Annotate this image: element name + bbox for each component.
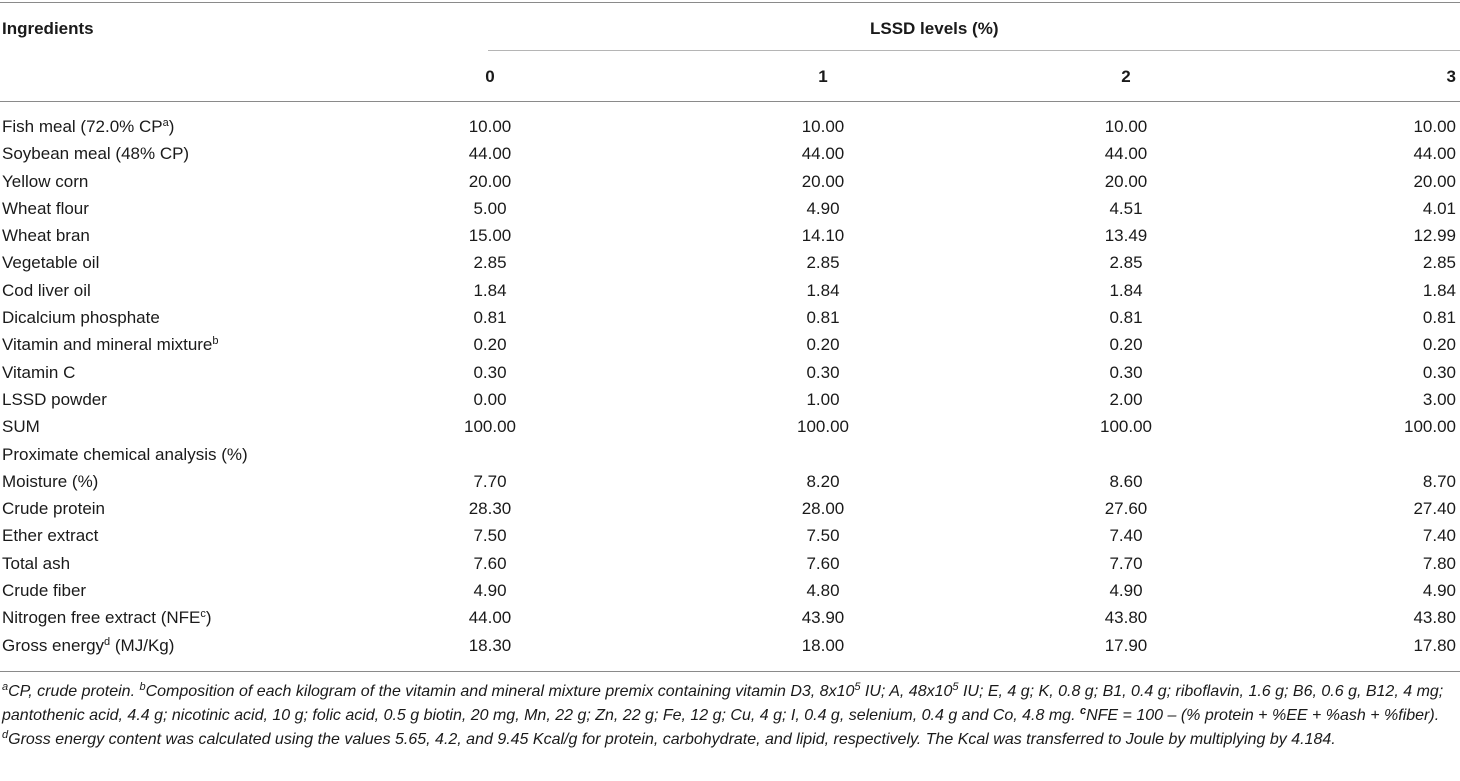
cell-level-3: 4.01 (1422, 198, 1456, 218)
table-row (0, 604, 1460, 631)
cell-level-0: 5.00 (473, 198, 507, 218)
footnote-b-part-3: IU; E, 4 g; K, 0.8 g; B1, 0.4 g; riboflavin, 1.6 g; B6, 0.6 g, B12, 4 mg; pantothenic acid, 4.4 g; nicotinic acid, 10 g; folic acid, 0.5 g biotin, 20 mg, Mn, 22 g; Zn, 22 g; Fe, 12 g; Cu, 4 g; I, 0.4 g, selenium, 0.4 g and Co, 4.8 mg. (2, 683, 1444, 724)
table-row (0, 550, 1460, 577)
row-label-footnote-marker: b (212, 335, 219, 348)
cell-level-1: 100.00 (797, 417, 849, 437)
cell-level-3: 4.90 (1422, 581, 1456, 601)
cell-level-1: 4.90 (806, 198, 840, 218)
level-header-3: 3 (1446, 67, 1456, 86)
header-rule (0, 101, 1460, 102)
cell-level-2: 2.85 (1109, 253, 1143, 273)
cell-level-0: 7.60 (473, 553, 507, 573)
cell-level-0: 1.84 (473, 280, 507, 300)
footnote-c-marker: c (1079, 705, 1087, 717)
row-label: Moisture (%) (2, 471, 99, 491)
row-label: Proximate chemical analysis (%) (2, 444, 248, 464)
table-row (0, 195, 1460, 222)
cell-level-0: 100.00 (464, 417, 516, 437)
row-label-footnote-marker: a (162, 117, 169, 129)
cell-level-0: 10.00 (468, 117, 512, 136)
cell-level-1: 0.20 (806, 335, 840, 355)
cell-level-2: 10.00 (1104, 117, 1148, 136)
cell-level-0: 28.30 (468, 499, 512, 519)
cell-level-2: 20.00 (1104, 171, 1148, 191)
cell-level-2: 1.84 (1109, 280, 1143, 300)
cell-level-1: 43.90 (801, 608, 845, 628)
cell-level-0: 20.00 (468, 171, 512, 191)
top-rule (0, 2, 1460, 3)
table-row (0, 522, 1460, 549)
cell-level-2: 7.40 (1109, 526, 1143, 546)
table-row (0, 140, 1460, 167)
table-row (0, 277, 1460, 304)
cell-level-3: 43.80 (1413, 608, 1456, 628)
footnote-a-marker: a (2, 681, 9, 693)
ingredients-header: Ingredients (2, 19, 94, 38)
cell-level-2: 44.00 (1104, 144, 1148, 164)
table-row (0, 222, 1460, 249)
cell-level-3: 27.40 (1413, 499, 1456, 519)
cell-level-0: 7.70 (473, 471, 507, 491)
cell-level-2: 17.90 (1104, 635, 1148, 655)
cell-level-2: 8.60 (1109, 471, 1143, 491)
cell-level-0: 18.30 (468, 635, 512, 655)
footnote-b-marker: b (139, 681, 146, 693)
group-underline (488, 50, 1460, 51)
cell-level-2: 4.51 (1109, 198, 1143, 218)
cell-level-0: 0.20 (473, 335, 507, 355)
cell-level-1: 8.20 (806, 471, 840, 491)
level-header-2: 2 (1121, 67, 1131, 86)
cell-level-0: 7.50 (473, 526, 507, 546)
row-label-footnote-marker: d (104, 635, 111, 648)
cell-level-2: 0.81 (1109, 308, 1143, 328)
row-label: Fish meal (72.0% $CP^a$) (2, 117, 175, 136)
cell-level-0: 4.90 (473, 581, 507, 601)
footnote-b-part-2: IU; A, 48x10 (860, 683, 953, 700)
row-label: LSSD powder (2, 389, 107, 409)
row-label: Vegetable oil (2, 253, 100, 273)
table-row (0, 495, 1460, 522)
cell-level-2: 2.00 (1109, 389, 1143, 409)
row-label: Nitrogen free extract (NFE$^c$) (2, 608, 212, 628)
table-row (0, 386, 1460, 413)
row-label: Wheat bran (2, 226, 90, 246)
cell-level-3: 7.40 (1422, 526, 1456, 546)
table-row (0, 632, 1460, 659)
row-label: Total ash (2, 553, 71, 573)
cell-level-1: 14.10 (801, 226, 845, 246)
cell-level-3: 0.20 (1422, 335, 1456, 355)
cell-level-2: 7.70 (1109, 553, 1143, 573)
table-row (0, 304, 1460, 331)
table-row (0, 168, 1460, 195)
row-label: Soybean meal (48% CP) (2, 144, 190, 164)
table-row (0, 413, 1460, 440)
row-label: Vitamin C (2, 362, 76, 382)
cell-level-2: 0.30 (1109, 362, 1143, 382)
cell-level-3: 0.30 (1422, 362, 1456, 382)
cell-level-2: 43.80 (1104, 608, 1148, 628)
footnote-d-marker: d (2, 729, 9, 741)
cell-level-1: 7.50 (806, 526, 840, 546)
cell-level-0: 2.85 (473, 253, 507, 273)
cell-level-1: 4.80 (806, 581, 840, 601)
cell-level-3: 7.80 (1422, 553, 1456, 573)
row-label: Ether extract (2, 526, 99, 546)
level-header-0: 0 (485, 67, 495, 86)
footnote-b-exponent-2: 5 (952, 681, 959, 693)
table-row (0, 441, 1460, 468)
row-label: Crude fiber (2, 581, 87, 601)
table-body (0, 113, 1460, 659)
cell-level-3: 100.00 (1404, 417, 1456, 437)
cell-level-2: 13.49 (1104, 226, 1148, 246)
footnote-c: NFE = 100 – (% protein + %EE + %ash + %fiber). (1086, 707, 1440, 724)
lssd-levels-header: LSSD levels (%) (870, 19, 999, 38)
row-label: Gross energy$^d$ (MJ/Kg) (2, 635, 175, 655)
cell-level-3: 12.99 (1413, 226, 1456, 246)
cell-level-3: 17.80 (1413, 635, 1456, 655)
footnote-b-exponent-1: 5 (854, 681, 861, 693)
cell-level-3: 44.00 (1413, 144, 1456, 164)
footnote-b: Composition of each kilogram of the vitamin and mineral mixture premix containing vitamin D3, 8x10 (145, 683, 855, 700)
cell-level-1: 28.00 (801, 499, 845, 519)
cell-level-3: 2.85 (1422, 253, 1456, 273)
cell-level-1: 10.00 (801, 117, 845, 136)
bottom-rule (0, 671, 1460, 672)
cell-level-1: 7.60 (806, 553, 840, 573)
cell-level-0: 0.30 (473, 362, 507, 382)
cell-level-2: 4.90 (1109, 581, 1143, 601)
table-row (0, 331, 1460, 358)
cell-level-1: 20.00 (801, 171, 845, 191)
cell-level-2: 0.20 (1109, 335, 1143, 355)
level-header-1: 1 (818, 67, 828, 86)
cell-level-1: 44.00 (801, 144, 845, 164)
row-label: Crude protein (2, 499, 106, 519)
row-label: Vitamin and mineral mixture$^b$ (2, 335, 219, 355)
row-label-footnote-marker: c (200, 608, 206, 621)
cell-level-1: 0.30 (806, 362, 840, 382)
cell-level-1: 18.00 (801, 635, 845, 655)
table-footnotes (2, 680, 1454, 752)
table-row (0, 113, 1460, 140)
row-label: Wheat flour (2, 198, 89, 218)
cell-level-0: 0.00 (473, 389, 507, 409)
cell-level-0: 44.00 (468, 608, 512, 628)
cell-level-0: 15.00 (468, 226, 512, 246)
footnote-d: Gross energy content was calculated using the values 5.65, 4.2, and 9.45 Kcal/g for protein, carbohydrate, and lipid, respectively. The Kcal was transferred to Joule by multiplying by 4.184. (8, 731, 1336, 748)
row-label: Cod liver oil (2, 280, 91, 300)
cell-level-3: 0.81 (1422, 308, 1456, 328)
cell-level-0: 0.81 (473, 308, 507, 328)
cell-level-2: 100.00 (1100, 417, 1152, 437)
table-row (0, 577, 1460, 604)
row-label: SUM (2, 417, 40, 437)
cell-level-3: 10.00 (1413, 117, 1456, 136)
cell-level-3: 20.00 (1413, 171, 1456, 191)
row-label: Dicalcium phosphate (2, 308, 160, 328)
cell-level-1: 1.00 (806, 389, 840, 409)
cell-level-1: 0.81 (806, 308, 840, 328)
footnote-a: CP, crude protein. (8, 683, 140, 700)
row-label: Yellow corn (2, 171, 89, 191)
table-row (0, 468, 1460, 495)
table-row (0, 359, 1460, 386)
cell-level-2: 27.60 (1104, 499, 1148, 519)
cell-level-3: 8.70 (1422, 471, 1456, 491)
cell-level-0: 44.00 (468, 144, 512, 164)
cell-level-1: 1.84 (806, 280, 840, 300)
cell-level-3: 3.00 (1422, 389, 1456, 409)
table-row (0, 249, 1460, 276)
cell-level-3: 1.84 (1422, 280, 1456, 300)
cell-level-1: 2.85 (806, 253, 840, 273)
